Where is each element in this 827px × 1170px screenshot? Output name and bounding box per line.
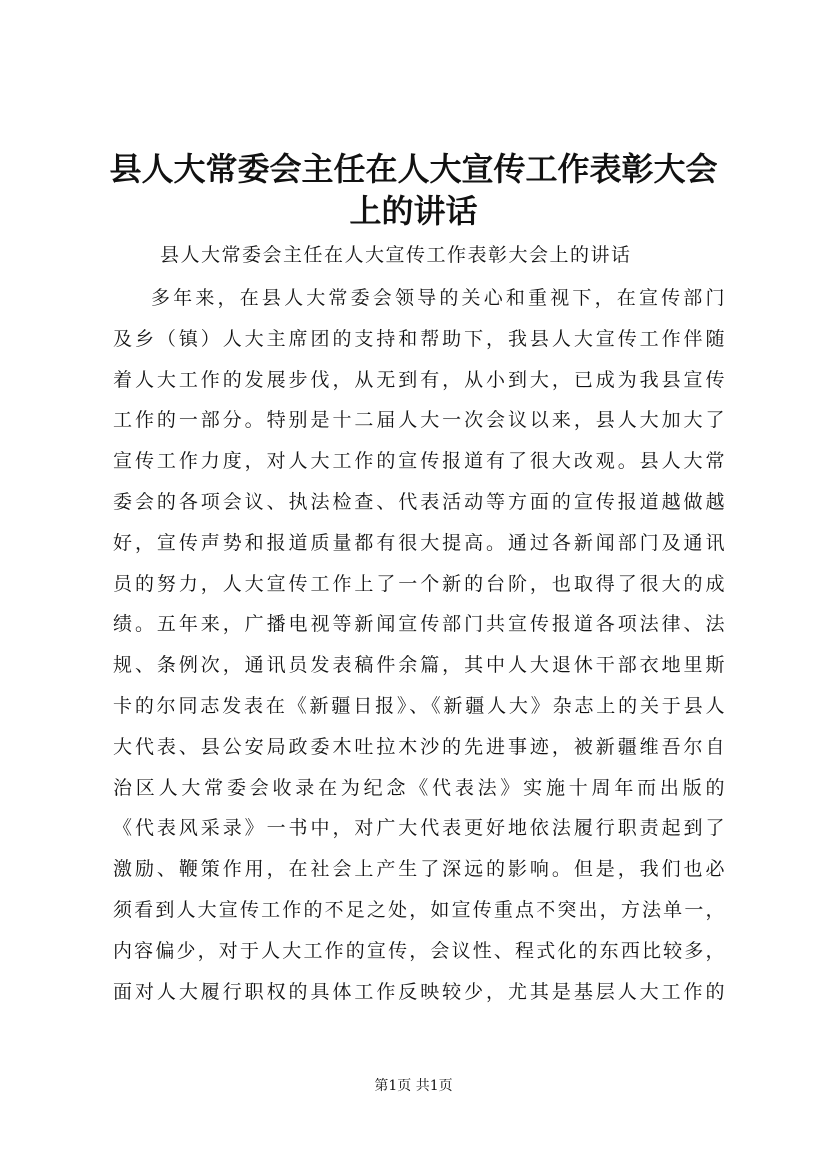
page-number-footer: 第1页 共1页 xyxy=(374,1078,453,1094)
body-paragraph xyxy=(113,278,725,1012)
paragraph-line: 及乡（镇）人大主席团的支持和帮助下，我县人大宣传工作伴随 xyxy=(113,327,725,350)
paragraph-line: 须看到人大宣传工作的不足之处，如宣传重点不突出，方法单一， xyxy=(113,898,725,921)
paragraph-line: 工作的一部分。特别是十二届人大一次会议以来，县人大加大了 xyxy=(113,409,725,432)
paragraph-line: 卡的尔同志发表在《新疆日报》、《新疆人大》杂志上的关于县人 xyxy=(113,694,725,717)
paragraph-line: 员的努力，人大宣传工作上了一个新的台阶，也取得了很大的成 xyxy=(113,572,725,595)
paragraph-line: 大代表、县公安局政委木吐拉木沙的先进事迹，被新疆维吾尔自 xyxy=(113,735,725,758)
paragraph-line: 《代表风采录》一书中，对广大代表更好地依法履行职责起到了 xyxy=(113,817,725,840)
paragraph-line: 宣传工作力度，对人大工作的宣传报道有了很大改观。县人大常 xyxy=(113,450,725,473)
document-subtitle: 县人大常委会主任在人大宣传工作表彰大会上的讲话 xyxy=(160,244,632,266)
paragraph-line: 多年来，在县人大常委会领导的关心和重视下，在宣传部门 xyxy=(151,287,725,309)
paragraph-line: 绩。五年来，广播电视等新闻宣传部门共宣传报道各项法律、法 xyxy=(113,613,725,636)
paragraph-line: 面对人大履行职权的具体工作反映较少，尤其是基层人大工作的 xyxy=(113,980,725,1003)
paragraph-line: 内容偏少，对于人大工作的宣传，会议性、程式化的东西比较多， xyxy=(113,939,725,962)
paragraph-line: 规、条例次，通讯员发表稿件余篇，其中人大退休干部衣地里斯 xyxy=(113,654,725,677)
paragraph-line: 委会的各项会议、执法检查、代表活动等方面的宣传报道越做越 xyxy=(113,490,725,513)
document-title: 县人大常委会主任在人大宣传工作表彰大会上的讲话 xyxy=(109,150,718,230)
paragraph-line: 治区人大常委会收录在为纪念《代表法》实施十周年而出版的 xyxy=(113,776,725,799)
paragraph-line: 着人大工作的发展步伐，从无到有，从小到大，已成为我县宣传 xyxy=(113,368,725,391)
paragraph-line: 激励、鞭策作用，在社会上产生了深远的影响。但是，我们也必 xyxy=(113,858,725,881)
paragraph-line: 好，宣传声势和报道质量都有很大提高。通过各新闻部门及通讯 xyxy=(113,531,725,554)
